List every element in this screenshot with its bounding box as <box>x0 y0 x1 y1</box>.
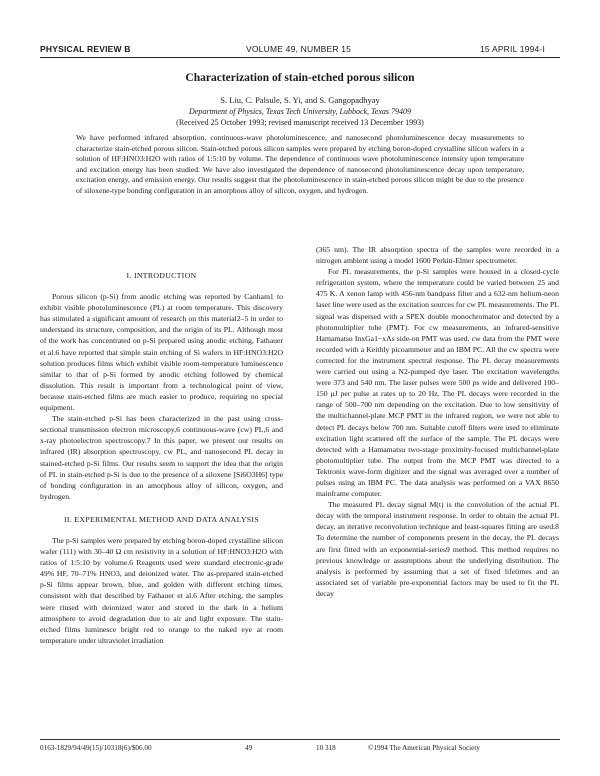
copyright-notice: ©1994 The American Physical Society <box>368 744 480 752</box>
paragraph: The stain-etched p-Si has been characterized in the past using cross-sectional transmission electron microscopy,6 continuous-wave (cw) PL,6 and x-ray photoelectron spectroscopy.7 In this paper, we present our results on infrared (IR) absorption spectroscopy, cw PL, and nanosecond PL decay in stained-etched p-Si films. Our results seem to support the idea that the origin of PL in stain-etched p-Si is due to the presence of a siloxene [Si6O3H6] type of bonding configuration in an amorphous alloy of silicon, oxygen, and hydrogen. <box>40 414 283 501</box>
paragraph: Porous silicon (p-Si) from anodic etching was reported by Canham1 to exhibit visible photoluminescence (PL) at room temperature. This discovery has stimulated a significant amount of research on this material2–5 in order to understand its structure, composition, and the origin of its PL. Although most of the work has concentrated on p-Si prepared using anodic etching, Fathauer et al.6 have reported that simple stain etching of Si wafers in HF:HNO3:H2O solution produces films which exhibit visible room-temperature luminescence similar to that of p-Si formed by anodic etching followed by chemical dissolution. This result is important from a technological point of view, because stain-etched films are much easier to produce, requiring no special equipment. <box>40 292 283 413</box>
paragraph: (365 nm). The IR absorption spectra of the samples were recorded in a nitrogen ambient using a model 1600 Perkin-Elmer spectrometer. <box>316 245 559 266</box>
abstract: We have performed infrared absorption, continuous-wave photoluminescence, and nanosecond photoluminescence decay measurements to characterize stain-etched porous silicon. Stain-etched porous silicon samples were prepared by etching boron-doped crystalline silicon wafers in a solution of HF:HNO3:H2O with ratios of 1:5:10 by volume. The dependence of continuous wave photoluminescence intensity upon temperature and excitation energy has been studied. We have also investigated the dependence of nanosecond photoluminescence decay upon temperature, excitation energy, and emission energy. Our results suggest that the photoluminescence in stain-etched porous silicon might be due to the presence of siloxene-type bonding configuration in an amorphous alloy of silicon, oxygen, and hydrogen. <box>76 133 524 195</box>
section-heading-introduction: I. INTRODUCTION <box>126 271 197 280</box>
issue-date: 15 APRIL 1994-I <box>480 44 546 54</box>
volume-footer: 49 <box>245 744 253 752</box>
journal-name: PHYSICAL REVIEW B <box>40 44 131 54</box>
page-number: 10 318 <box>316 744 336 752</box>
article-title: Characterization of stain-etched porous silicon <box>185 72 415 84</box>
right-column <box>316 244 559 599</box>
affiliation: Department of Physics, Texas Tech University, Lubbock, Texas 79409 <box>189 107 411 116</box>
author-list: S. Liu, C. Palsule, S. Yi, and S. Gangopadhyay <box>220 95 380 105</box>
section-heading-experimental: II. EXPERIMENTAL METHOD AND DATA ANALYSIS <box>64 514 259 524</box>
article-code: 0163-1829/94/49(15)/10318(6)/$06.00 <box>40 744 152 752</box>
left-column <box>40 270 283 646</box>
footer-rule <box>40 739 560 740</box>
header-rule <box>40 57 560 58</box>
paragraph: The measured PL decay signal M(t) is the convolution of the actual PL decay with the temporal instrument response. In order to obtain the actual PL decay, an iterative reconvolution technique and least-squares fitting are used.8 To determine the number of components present in the decay, the PL decays are first fitted with an exponential-series9 method. This method requires no previous knowledge or assumptions about the underlying distribution. The analysis is performed by assuming that a set of fixed lifetimes and an associated set of variable pre-exponential factors may be used to fit the PL decay <box>316 500 559 598</box>
received-dates: (Received 25 October 1993; revised manuscript received 13 December 1993) <box>176 118 424 127</box>
paragraph: The p-Si samples were prepared by etching boron-doped crystalline silicon wafer (111) with 30–40 Ω cm resistivity in a solution of HF:HNO3:H2O with ratios of 1:5:10 by volume.6 Reagents used were standard electronic-grade 49% HF, 70–71% HNO3, and deionized water. The as-prepared stain-etched p-Si films appear brown, blue, and golden with different etching times, consistent with that described by Fathauer et al.6 After etching, the samples were rinsed with deionized water and stored in the dark in a helium atmosphere to avoid degradation due to air and light exposure. The stain-etched films luminesce bright red to orange to the naked eye at room temperature under ultraviolet irradiation <box>40 535 283 645</box>
paragraph: For PL measurements, the p-Si samples were housed in a closed-cycle refrigeration system, where the temperature could be varied between 25 and 475 K. A xenon lamp with 456-nm bandpass filter and a 632-nm helium-neon laser line were used as the excitation sources for cw PL measurements. The PL signal was dispersed with a SPEX double monochromator and detected by a photomultiplier tube (PMT). For cw measurements, an infrared-sensitive Hamamatsu InxGa1−xAs side-on PMT was used. cw data from the PMT were recorded with a Keithly picoammeter and an IBM PC. All the cw spectra were corrected for the instrument spectral response. The PL decay measurements were carried out using a N2-pumped dye laser. The excitation wavelengths were 373 and 540 nm. The laser pulses were 500 ps wide and delivered 100–150 μJ per pulse at rates up to 20 Hz. The PL decays were recorded in the range of 500–700 nm depending on the excitation. Due to low sensitivity of the multichannel-plate MCP PMT in the infrared region, we were not able to detect PL decays below 700 nm. Suitable cutoff filters were used to eliminate excitation light scattered off the surface of the sample. The PL decays were detected with a Hamamatsu two-stage proximity-focused multichannel-plate photomultiplier tube. The output from the MCP PMT was directed to a Tektronix wave-form digitizer and the signal was averaged over a number of pulses using an IBM PC. The data analysis was performed on a VAX 8650 mainframe computer. <box>316 267 559 499</box>
volume-number: VOLUME 49, NUMBER 15 <box>246 44 352 54</box>
